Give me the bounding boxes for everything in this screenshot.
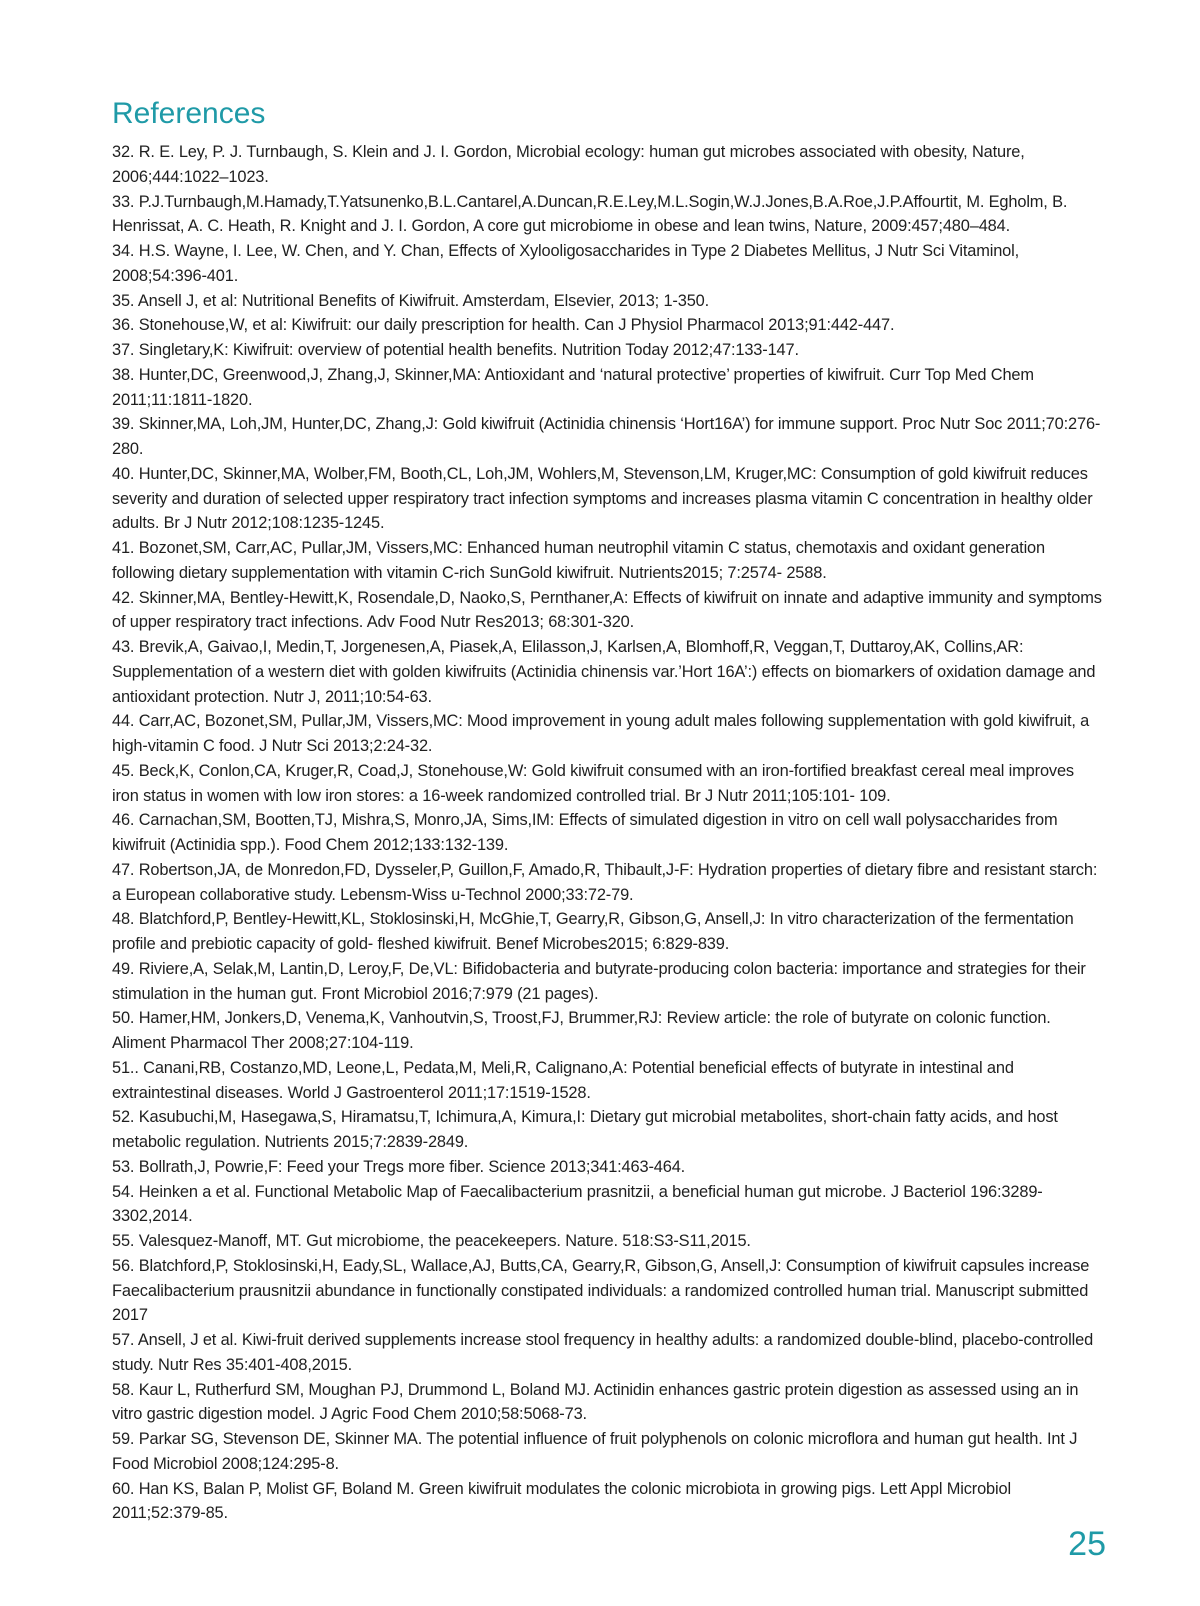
reference-item: 59. Parkar SG, Stevenson DE, Skinner MA. The potential influence of fruit polyphenols on colonic microflora and human gut health. Int J Food Microbiol 2008;124:295-8. xyxy=(112,1430,1078,1473)
reference-item: 37. Singletary,K: Kiwifruit: overview of potential health benefits. Nutrition Today 2012;47:133-147. xyxy=(112,341,799,359)
reference-item: 43. Brevik,A, Gaivao,I, Medin,T, Jorgenesen,A, Piasek,A, Elilasson,J, Karlsen,A, Blomhoff,R, Veggan,T, Duttaroy,AK, Collins,AR: Supplementation of a western diet with golden kiwifruits (Actinidia chinensis var.’Hort 16A’:) effects on biomarkers of oxidation damage and antioxidant protection. Nutr J, 2011;10:54-63. xyxy=(112,638,1096,706)
reference-item: 47. Robertson,JA, de Monredon,FD, Dysseler,P, Guillon,F, Amado,R, Thibault,J-F: Hydration properties of dietary fibre and resistant starch: a European collaborative study. Lebensm-Wiss u-Technol 2000;33:72-79. xyxy=(112,860,1098,904)
reference-item: 33. P.J.Turnbaugh,M.Hamady,T.Yatsunenko,B.L.Cantarel,A.Duncan,R.E.Ley,M.L.Sogin,W.J.Jones,B.A.Roe,J.P.Affourtit, M. Egholm, B. Henrissat, A. C. Heath, R. Knight and J. I. Gordon, A core gut microbiome in obese and lean twins, Nature, 2009:457;480–484. xyxy=(112,192,1068,236)
reference-item: 45. Beck,K, Conlon,CA, Kruger,R, Coad,J, Stonehouse,W: Gold kiwifruit consumed with an iron-fortified breakfast cereal meal improves iron status in women with low iron stores: a 16-week randomized controlled trial. Br J Nutr 2011;105:101- 109. xyxy=(112,761,1074,805)
reference-item: 40. Hunter,DC, Skinner,MA, Wolber,FM, Booth,CL, Loh,JM, Wohlers,M, Stevenson,LM, Kruger,MC: Consumption of gold kiwifruit reduces severity and duration of selected upper respiratory tract infection symptoms and increases plasma vitamin C concentration in healthy older adults. Br J Nutr 2012;108:1235-1245. xyxy=(112,464,1093,533)
reference-list xyxy=(112,140,1104,1526)
reference-item: 42. Skinner,MA, Bentley-Hewitt,K, Rosendale,D, Naoko,S, Pernthaner,A: Effects of kiwifruit on innate and adaptive immunity and symptoms of upper respiratory tract infections. Adv Food Nutr Res2013; 68:301-320. xyxy=(112,588,1102,632)
reference-item: 35. Ansell J, et al: Nutritional Benefits of Kiwifruit. Amsterdam, Elsevier, 2013; 1-350. xyxy=(112,291,710,310)
page-number: 25 xyxy=(1068,1525,1106,1563)
reference-item: 38. Hunter,DC, Greenwood,J, Zhang,J, Skinner,MA: Antioxidant and ‘natural protective’ properties of kiwifruit. Curr Top Med Chem 2011;11:1811-1820. xyxy=(112,365,1034,409)
reference-item: 51.. Canani,RB, Costanzo,MD, Leone,L, Pedata,M, Meli,R, Calignano,A: Potential beneficial effects of butyrate in intestinal and extraintestinal diseases. World J Gastroenterol 2011;17:1519-1528. xyxy=(112,1058,1014,1102)
page-title: References xyxy=(112,97,266,130)
reference-item: 52. Kasubuchi,M, Hasegawa,S, Hiramatsu,T, Ichimura,A, Kimura,I: Dietary gut microbial metabolites, short-chain fatty acids, and host metabolic regulation. Nutrients 2015;7:2839-2849. xyxy=(112,1108,1058,1151)
reference-item: 60. Han KS, Balan P, Molist GF, Boland M. Green kiwifruit modulates the colonic microbiota in growing pigs. Lett Appl Microbiol 2011;52:379-85. xyxy=(112,1479,1011,1523)
reference-item: 32. R. E. Ley, P. J. Turnbaugh, S. Klein and J. I. Gordon, Microbial ecology: human gut microbes associated with obesity, Nature, 2006;444:1022–1023. xyxy=(112,143,1025,186)
reference-item: 56. Blatchford,P, Stoklosinski,H, Eady,SL, Wallace,AJ, Butts,CA, Gearry,R, Gibson,G, Ansell,J: Consumption of kiwifruit capsules increase Faecalibacterium prausnitzii abundance in functionally constipated individuals: a randomized controlled human trial. Manuscript submitted 2017 xyxy=(112,1256,1090,1325)
reference-item: 39. Skinner,MA, Loh,JM, Hunter,DC, Zhang,J: Gold kiwifruit (Actinidia chinensis ‘Hort16A’) for immune support. Proc Nutr Soc 2011;70:276-280. xyxy=(112,415,1101,458)
reference-item: 53. Bollrath,J, Powrie,F: Feed your Tregs more fiber. Science 2013;341:463-464. xyxy=(112,1157,686,1176)
reference-item: 44. Carr,AC, Bozonet,SM, Pullar,JM, Vissers,MC: Mood improvement in young adult males following supplementation with gold kiwifruit, a high-vitamin C food. J Nutr Sci 2013;2:24-32. xyxy=(112,712,1090,755)
reference-item: 55. Valesquez-Manoff, MT. Gut microbiome, the peacekeepers. Nature. 518:S3-S11,2015. xyxy=(112,1232,751,1250)
reference-item: 50. Hamer,HM, Jonkers,D, Venema,K, Vanhoutvin,S, Troost,FJ, Brummer,RJ: Review article: the role of butyrate on colonic function. Aliment Pharmacol Ther 2008;27:104-119. xyxy=(112,1009,1051,1052)
reference-item: 34. H.S. Wayne, I. Lee, W. Chen, and Y. Chan, Effects of Xylooligosaccharides in Type 2 Diabetes Mellitus, J Nutr Sci Vitaminol, 2008;54:396-401. xyxy=(112,242,1020,285)
reference-item: 48. Blatchford,P, Bentley-Hewitt,KL, Stoklosinski,H, McGhie,T, Gearry,R, Gibson,G, Ansell,J: In vitro characterization of the fermentation profile and prebiotic capacity of gold- fleshed kiwifruit. Benef Microbes2015; 6:829-839. xyxy=(112,910,1074,953)
reference-item: 36. Stonehouse,W, et al: Kiwifruit: our daily prescription for health. Can J Physiol Pharmacol 2013;91:442-447. xyxy=(112,316,895,335)
reference-item: 58. Kaur L, Rutherfurd SM, Moughan PJ, Drummond L, Boland MJ. Actinidin enhances gastric protein digestion as assessed using an in vitro gastric digestion model. J Agric Food Chem 2010;58:5068-73. xyxy=(112,1380,1079,1424)
reference-item: 41. Bozonet,SM, Carr,AC, Pullar,JM, Vissers,MC: Enhanced human neutrophil vitamin C status, chemotaxis and oxidant generation following dietary supplementation with vitamin C-rich SunGold kiwifruit. Nutrients2015; 7:2574- 2588. xyxy=(112,539,1045,582)
reference-item: 57. Ansell, J et al. Kiwi-fruit derived supplements increase stool frequency in healthy adults: a randomized double-blind, placebo-controlled study. Nutr Res 35:401-408,2015. xyxy=(112,1331,1094,1374)
reference-item: 54. Heinken a et al. Functional Metabolic Map of Faecalibacterium prasnitzii, a beneficial human gut microbe. J Bacteriol 196:3289-3302,2014. xyxy=(112,1182,1043,1226)
reference-item: 49. Riviere,A, Selak,M, Lantin,D, Leroy,F, De,VL: Bifidobacteria and butyrate-producing colon bacteria: importance and strategies for their stimulation in the human gut. Front Microbiol 2016;7:979 (21 pages). xyxy=(112,959,1086,1003)
reference-item: 46. Carnachan,SM, Bootten,TJ, Mishra,S, Monro,JA, Sims,IM: Effects of simulated digestion in vitro on cell wall polysaccharides from kiwifruit (Actinidia spp.). Food Chem 2012;133:132-139. xyxy=(112,811,1058,854)
